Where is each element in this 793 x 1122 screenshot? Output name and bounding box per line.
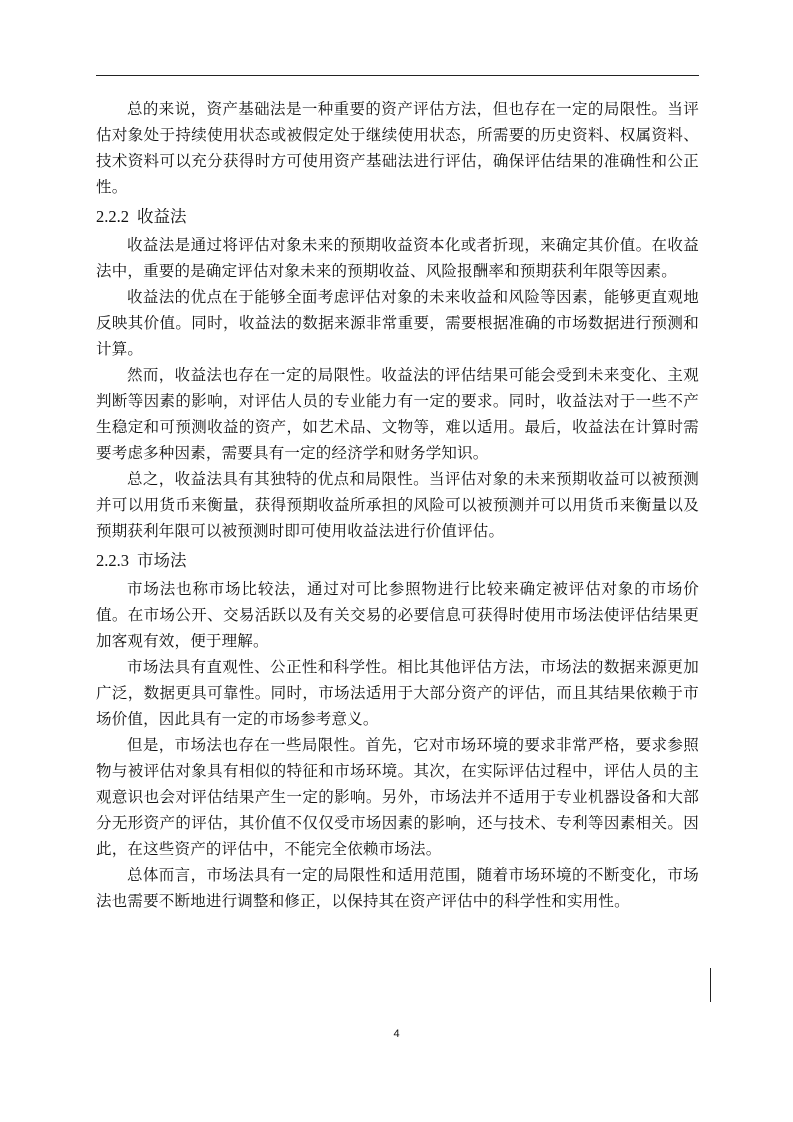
body-paragraph: 然而，收益法也存在一定的局限性。收益法的评估结果可能会受到未来变化、主观判断等因素的影响，对评估人员的专业能力有一定的要求。同时，收益法对于一些不产生稳定和可预测收益的资产，如艺术品、文物等，难以适用。最后，收益法在计算时需要考虑多种因素，需要具有一定的经济学和财务学知识。 bbox=[96, 366, 699, 462]
section-title: 市场法 bbox=[137, 551, 187, 570]
revision-bar bbox=[710, 968, 711, 1002]
header-rule bbox=[96, 75, 699, 76]
body-paragraph: 市场法具有直观性、公正性和科学性。相比其他评估方法，市场法的数据来源更加广泛，数据更具可靠性。同时，市场法适用于大部分资产的评估，而且其结果依赖于市场价值，因此具有一定的市场参考意义。 bbox=[96, 658, 699, 728]
section-number: 2.2.3 bbox=[96, 551, 129, 570]
page-content bbox=[96, 96, 699, 914]
body-paragraph: 收益法的优点在于能够全面考虑评估对象的未来收益和风险等因素，能够更直观地反映其价值。同时，收益法的数据来源非常重要，需要根据准确的市场数据进行预测和计算。 bbox=[96, 288, 699, 358]
body-paragraph: 总体而言，市场法具有一定的局限性和适用范围，随着市场环境的不断变化，市场法也需要不断地进行调整和修正，以保持其在资产评估中的科学性和实用性。 bbox=[96, 866, 699, 910]
body-paragraph: 总的来说，资产基础法是一种重要的资产评估方法，但也存在一定的局限性。当评估对象处于持续使用状态或被假定处于继续使用状态，所需要的历史资料、权属资料、技术资料可以充分获得时方可使用资产基础法进行评估，确保评估结果的准确性和公正性。 bbox=[96, 100, 699, 196]
section-number: 2.2.2 bbox=[96, 207, 129, 226]
section-heading-income-approach bbox=[96, 202, 699, 232]
section-title: 收益法 bbox=[137, 207, 187, 226]
body-paragraph: 总之，收益法具有其独特的优点和局限性。当评估对象的未来预期收益可以被预测并可以用货币来衡量，获得预期收益所承担的风险可以被预测并可以用货币来衡量以及预期获利年限可以被预测时即可使用收益法进行价值评估。 bbox=[96, 470, 699, 540]
body-paragraph: 市场法也称市场比较法，通过对可比参照物进行比较来确定被评估对象的市场价值。在市场公开、交易活跃以及有关交易的必要信息可获得时使用市场法使评估结果更加客观有效，便于理解。 bbox=[96, 580, 699, 650]
body-paragraph: 收益法是通过将评估对象未来的预期收益资本化或者折现，来确定其价值。在收益法中，重要的是确定评估对象未来的预期收益、风险报酬率和预期获利年限等因素。 bbox=[96, 236, 699, 280]
body-paragraph: 但是，市场法也存在一些局限性。首先，它对市场环境的要求非常严格，要求参照物与被评估对象具有相似的特征和市场环境。其次，在实际评估过程中，评估人员的主观意识也会对评估结果产生一定的影响。另外，市场法并不适用于专业机器设备和大部分无形资产的评估，其价值不仅仅受市场因素的影响，还与技术、专利等因素相关。因此，在这些资产的评估中，不能完全依赖市场法。 bbox=[96, 736, 699, 858]
section-heading-market-approach bbox=[96, 546, 699, 576]
page-number: 4 bbox=[393, 1028, 400, 1040]
